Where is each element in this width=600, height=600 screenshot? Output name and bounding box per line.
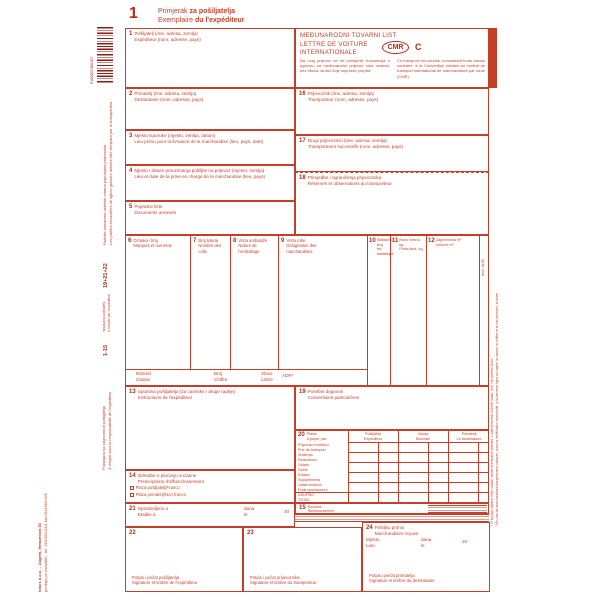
box-5-hr: Popratne liste xyxy=(134,204,163,209)
col-6-label xyxy=(128,238,186,249)
box-24-signature-caption xyxy=(369,573,435,584)
box-1-label xyxy=(126,29,294,42)
margin-footnote-hr: * U slučaju opasne robe upisati, pored eventualne potvrde, u zadnjem redu rubrike: klasu, broj i po potrebi slovo xyxy=(490,358,494,526)
charges-title-hr: Plaća: xyxy=(306,432,318,436)
charges-row-total-hr: UKUPNO xyxy=(298,493,315,497)
charges-col-sender-hr: Pošiljatelj xyxy=(364,432,382,436)
box-17-number: 17 xyxy=(299,138,306,144)
grid-line xyxy=(367,235,368,386)
box-23-sign-fr: Signature et timbre du transporteur xyxy=(250,580,317,586)
lettre-label xyxy=(261,371,273,382)
box-23-sign-hr: Potpis i pečat prijevoznika xyxy=(250,574,300,580)
box-24-place-hr: Mjesto xyxy=(366,537,380,542)
class-hr: Razred xyxy=(136,371,151,376)
box-22-sign-fr: Signature et timbre de l'expéditeur xyxy=(132,580,198,586)
red-edge-bar xyxy=(489,28,497,88)
col-9-number: 9 xyxy=(281,238,285,244)
copy-title-hr-normal: Primjerak xyxy=(158,8,188,15)
margin-footnote-fr: * En cas de marchandises dangereuses indiquer, outre la certification éventuelle, à la dernière ligne du cadre: la classe, le chiffre et le cas échéant, la lettre xyxy=(495,293,499,526)
grid-line xyxy=(348,472,489,473)
margin-sender-note-fr: à remplir par l'expéditeur xyxy=(107,293,111,332)
box-19-fr: Conventions particulières xyxy=(307,394,360,400)
box-21-fr: Etablie à xyxy=(137,511,156,517)
charges-title xyxy=(298,432,327,441)
box-18-fr: Réserves et observations du transporteur xyxy=(307,180,392,186)
box-3-fr: Lieu prévu pour la livraison de la marchandise (lieu, pays, date) xyxy=(134,138,264,144)
grid-line xyxy=(125,369,367,370)
col-7-fr: Nombre des colis xyxy=(198,243,222,254)
class-fr: Classe xyxy=(136,376,151,382)
charges-col-sender xyxy=(350,432,396,441)
col-9-fr: Désignation des marchandises xyxy=(286,243,317,254)
franco-option xyxy=(130,485,180,490)
grid-line xyxy=(479,235,480,386)
box-24-sign-hr: Potpis i pečat primatelja xyxy=(369,572,415,578)
charges-col-sender-fr: Expéditeur xyxy=(363,436,383,441)
col-11-hr: Bruto težina, kg xyxy=(399,238,421,247)
box-16-fr: Transporteur (nom, adresse, pays) xyxy=(307,96,379,102)
box-20-number: 20 xyxy=(298,432,305,438)
box-15-number: 15 xyxy=(299,505,306,511)
chiffre-label xyxy=(214,371,227,382)
cmr-title-line3: INTERNATIONALE xyxy=(300,49,357,56)
col-6-number: 6 xyxy=(128,238,132,244)
charges-row-freight xyxy=(298,443,329,452)
box-19-number: 19 xyxy=(299,389,306,395)
charges-row-supplements-fr: Suppléments xyxy=(298,477,321,482)
non-franco-checkbox xyxy=(130,493,134,497)
lettre-hr: Slovo xyxy=(261,371,273,376)
box-24-fr: Marchandises reçues xyxy=(374,530,419,536)
box-19-hr: Posebni dogovori xyxy=(307,389,344,394)
box-4-number: 4 xyxy=(129,168,133,174)
grid-line xyxy=(230,235,231,369)
charges-row-reductions-hr: Sniženja xyxy=(298,453,313,457)
col-9-label xyxy=(281,238,341,254)
col-10-hr: Statistički broj xyxy=(376,238,393,247)
col-10-number: 10 xyxy=(369,238,376,244)
charges-row-reductions-fr: Réductions xyxy=(298,457,317,462)
charges-row-accessories-hr: Ostali troškovi xyxy=(298,483,322,487)
col-10-fr: No. statistique xyxy=(376,247,394,257)
charges-col-consignee xyxy=(450,432,488,441)
charges-row-balance xyxy=(298,463,309,472)
franco-label: Plaća pošiljatelj/Franco xyxy=(135,485,180,490)
cmr-title-line2: LETTRE DE VOITURE xyxy=(300,40,368,48)
col-12-fr: Volume m³ xyxy=(435,242,454,247)
box-3-delivery-place xyxy=(125,130,295,165)
col-11-label xyxy=(392,238,425,252)
box-22-sender-signature xyxy=(125,527,243,592)
margin-responsibility-hr: Popunjava na odgovornost pošiljatelja xyxy=(102,406,106,470)
copy-title-hr-bold: za pošiljatelja xyxy=(189,8,236,15)
box-1-hr: Pošiljatelj (ime, adresa, zemlja) xyxy=(134,31,198,36)
box-24-number: 24 xyxy=(366,525,373,531)
box-16-carrier xyxy=(295,88,489,135)
grid-line xyxy=(348,442,489,443)
box-24-place-fr: Lieu xyxy=(366,542,375,548)
col-6-fr: Marques et numéros xyxy=(133,243,172,249)
box-14-payment-instructions xyxy=(125,470,295,503)
cmr-title-line1: MEĐUNARODNI TOVARNI LIST xyxy=(300,32,397,39)
box-21-year: 20 xyxy=(284,509,290,514)
box-5-number: 5 xyxy=(129,204,133,210)
box-14-fr: Prescriptions d'affranchissement xyxy=(137,478,204,484)
box-13-fr: Instructions de l'expéditeur xyxy=(137,394,193,400)
box-21-date-fr: le xyxy=(244,511,248,517)
non-franco-label: Plaća primatelj/Non franco xyxy=(135,492,186,497)
grid-line xyxy=(348,482,489,483)
cmr-note-hr: Na ovaj prijevoz će se primijeniti Konvencija o ugovoru za međunarodni prijevoz robe cestom, bez obzira na bilo koje suprotne propise xyxy=(300,58,390,74)
box-23-carrier-signature xyxy=(243,527,362,592)
box-18-number: 18 xyxy=(299,175,306,181)
box-1-consignor xyxy=(125,28,295,88)
margin-fields-1-15: 1-15 xyxy=(103,344,109,356)
chiffre-fr: Chiffre xyxy=(214,376,228,382)
col-11-fr: Poids brut, kg xyxy=(399,247,423,252)
charges-row-balance-fr: Solde xyxy=(298,467,308,472)
col-7-number: 7 xyxy=(193,238,197,244)
charges-row-reductions xyxy=(298,453,317,462)
box-18-carrier-reservations xyxy=(295,172,489,235)
box-22-signature-caption xyxy=(132,575,197,586)
box-14-hr: Odredbe o plaćanju vozarine xyxy=(137,473,197,478)
charges-col-consignee-fr: Le destinataire xyxy=(456,436,482,441)
box-24-hr: Pošiljku primio xyxy=(374,525,405,530)
box-16-hr: Prijevoznik (ime, adresa, zemlja) xyxy=(307,91,375,96)
charges-row-total xyxy=(298,493,314,502)
col-10-label xyxy=(369,238,394,257)
copy-title-hr xyxy=(158,7,244,16)
box-21-established-in xyxy=(125,503,295,527)
box-1-number: 1 xyxy=(129,31,133,37)
box-5-fr: Documents annexés xyxy=(134,209,177,215)
charges-row-accessories-fr: Frais accessoires xyxy=(298,487,328,492)
hatch-band xyxy=(295,514,489,522)
copy-number: 1 xyxy=(129,5,138,22)
class-label xyxy=(136,371,151,382)
charges-row-balance-hr: Ostalo xyxy=(298,463,309,467)
copy-letter: C xyxy=(415,42,422,52)
margin-fields-19-21-22: 19+21+22 xyxy=(103,263,109,288)
box-19-special-agreements xyxy=(295,386,489,430)
printer-credit-line2: prodaja po narudžbi · tel. 01/2383-044, fax 01/2383-045 xyxy=(43,493,48,592)
box-21-hr: Ispostavljeno u xyxy=(137,506,169,511)
charges-row-supplements-hr: Dodaci xyxy=(298,473,310,477)
charges-col-currency-fr: Monnaie xyxy=(415,436,431,441)
box-3-number: 3 xyxy=(129,133,133,139)
printer-credit-line1: tokos d.o.o. – Zagreb, Heinzelova 53 xyxy=(37,523,42,592)
box-21-number: 21 xyxy=(129,506,136,512)
box-14-number: 14 xyxy=(129,473,136,479)
box-24-place-label xyxy=(366,537,380,548)
barcode-digits: 9160007480187 xyxy=(90,56,94,84)
box-23-number: 23 xyxy=(247,530,254,536)
box-24-goods-received xyxy=(362,522,490,592)
barcode xyxy=(97,27,113,84)
charges-col-currency xyxy=(400,432,446,441)
charges-row-freight-hr: Prijevozni troškovi xyxy=(298,443,329,447)
copy-title-fr-bold: du l'expéditeur xyxy=(194,17,245,25)
box-24-date-hr: dana xyxy=(421,537,432,542)
charges-title-fr: A payer par: xyxy=(306,436,328,441)
box-15-hr: Pouzeće xyxy=(307,505,322,509)
box-24-year: 20 xyxy=(462,539,468,544)
adr-label: ADR* xyxy=(282,373,294,378)
box-21-date-label xyxy=(244,506,254,517)
charges-row-accessories xyxy=(298,483,328,492)
copy-title xyxy=(158,7,244,26)
col-12-hr: Zapremnina m³ xyxy=(435,238,462,242)
box-4-hr: Mjesto i datum preuzimanja pošiljke na prijevoz (mjesto, zemlja) xyxy=(134,168,265,173)
box-24-sign-fr: Signature et timbre du destinataire xyxy=(369,578,435,584)
col-6-hr: Oznaka i broj xyxy=(133,238,159,243)
box-24-date-label xyxy=(421,537,431,548)
box-5-documents xyxy=(125,201,295,235)
box-15-fr: Remboursement xyxy=(307,509,335,514)
col-12-label xyxy=(428,238,476,247)
box-2-hr: Primatelj (ime, adresa, zemlja) xyxy=(134,91,197,96)
margin-adr-code: kod. ADR xyxy=(480,259,485,276)
cmr-note-fr: Ce transport est soumis, nonobstant toute clause contraire, à la Convention relative au contrat de transport international de marchandises par route (CMR) xyxy=(397,58,485,79)
chiffre-hr: Broj xyxy=(214,371,223,376)
margin-sender-note-hr: ispunjava pošiljatelj xyxy=(102,301,106,332)
box-4-takeover-place xyxy=(125,165,295,201)
non-franco-option xyxy=(130,492,186,497)
grid-line xyxy=(426,235,427,386)
box-18-hr: Primjedbe i ograničenja prijevoznika xyxy=(307,175,382,180)
box-24-date-fr: le xyxy=(421,542,425,548)
col-7-hr: Broj koleta xyxy=(198,238,219,243)
hatch-area xyxy=(428,505,487,513)
goods-grid xyxy=(125,235,489,386)
grid-line xyxy=(348,462,489,463)
col-8-hr: Vrsta ambalaže xyxy=(238,238,268,243)
margin-rule-fr: Les parties encadrées de lignes grasses doivent être remplies par le transporteur xyxy=(108,101,113,245)
box-23-signature-caption xyxy=(250,575,317,586)
box-2-consignee xyxy=(125,88,295,130)
charges-row-supplements xyxy=(298,473,320,482)
charges-row-total-fr: TOTAL xyxy=(298,497,310,502)
box-13-number: 13 xyxy=(129,389,136,395)
charges-col-consignee-hr: Primatelj xyxy=(461,432,477,436)
box-1-fr: Expéditeur (nom, adresse, pays) xyxy=(134,36,201,42)
margin-responsibility-fr: À remplir sous la responsabilité de l'expéditeur xyxy=(108,391,112,470)
box-17-fr: Transporteurs successifs (nom, adresse, pays) xyxy=(307,143,403,149)
box-2-fr: Destinataire (nom, adresse, pays) xyxy=(134,96,204,102)
box-3-hr: Mjesto isporuke (mjesto, zemlja, datum) xyxy=(134,133,216,138)
grid-line xyxy=(295,492,489,493)
col-8-number: 8 xyxy=(233,238,237,244)
grid-line xyxy=(348,452,489,453)
box-13-hr: Uputstva pošiljatelja (za carinske i druge radnje) xyxy=(137,389,236,394)
col-11-number: 11 xyxy=(392,238,399,244)
copy-title-fr xyxy=(158,16,244,25)
col-9-hr: Vrsta robe xyxy=(286,238,306,243)
grid-line xyxy=(278,235,279,369)
grid-line xyxy=(390,235,391,386)
box-13-sender-instructions xyxy=(125,386,295,470)
box-16-number: 16 xyxy=(299,91,306,97)
box-4-fr: Lieu et date de la prise en charge de la marchandise (lieu, pays) xyxy=(134,173,266,179)
franco-checkbox xyxy=(130,486,134,490)
box-17-hr: Drugi prijevoznici (ime, adresa, zemlja) xyxy=(307,138,387,143)
charges-row-freight-fr: Prix de transport xyxy=(298,447,326,452)
col-8-label xyxy=(233,238,275,254)
box-22-sign-hr: Potpis i pečat pošiljatelja xyxy=(132,574,180,580)
charges-col-currency-hr: Valuta xyxy=(417,432,429,436)
col-12-number: 12 xyxy=(428,238,435,244)
col-8-fr: Nature de l'emballage xyxy=(238,243,260,254)
margin-rule-hr: Rubrike uokvirene debelim crtama popunjava prijevoznik xyxy=(102,144,107,245)
col-7-label xyxy=(193,238,227,254)
grid-line xyxy=(190,235,191,369)
lettre-fr: Lettre xyxy=(261,376,273,382)
cmr-logo: CMR xyxy=(382,41,409,54)
box-21-date-hr: dana xyxy=(244,506,255,511)
copy-title-fr-normal: Exemplaire xyxy=(158,17,194,25)
box-17-successive-carriers xyxy=(295,135,489,172)
box-2-number: 2 xyxy=(129,91,133,97)
box-22-number: 22 xyxy=(129,530,136,536)
box-title-cmr xyxy=(295,28,489,88)
